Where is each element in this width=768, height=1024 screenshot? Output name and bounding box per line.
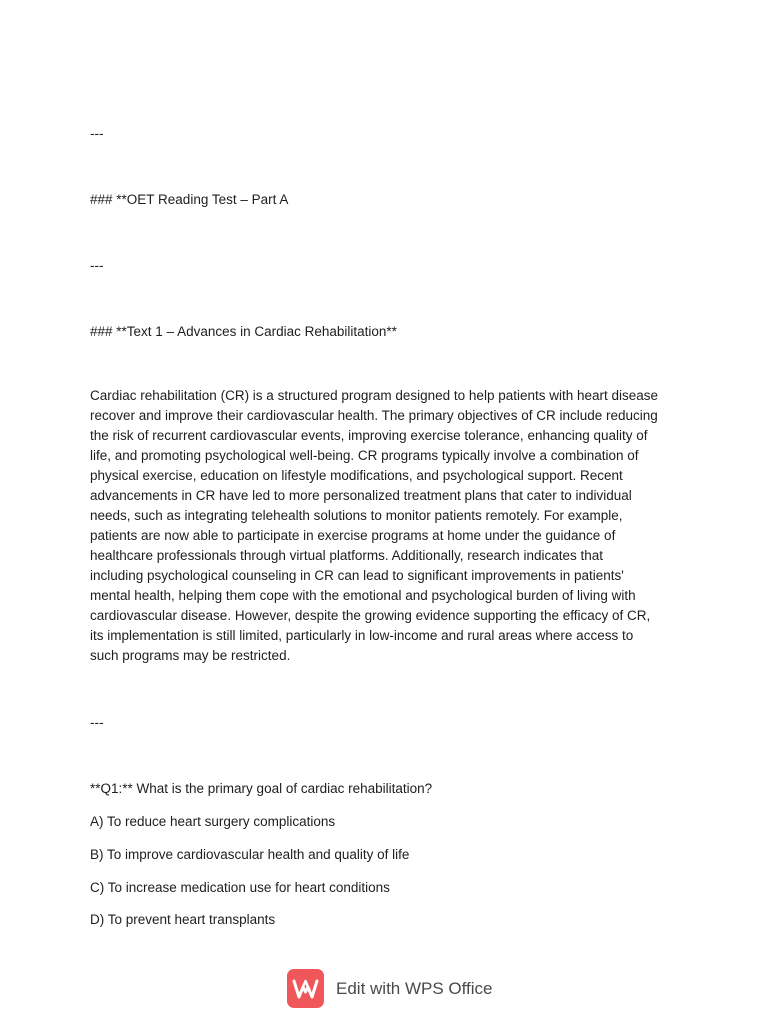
paragraph-line: healthcare professionals through virtual platforms. Additionally, research indicates that — [90, 548, 604, 563]
paragraph-line: patients are now able to participate in exercise programs at home under the guidance of — [90, 528, 616, 543]
paragraph-line: advancements in CR have led to more personalized treatment plans that cater to individual — [90, 488, 632, 503]
option-c: C) To increase medication use for heart conditions — [90, 880, 390, 895]
paragraph-line: the risk of recurrent cardiovascular events, improving exercise tolerance, enhancing quality of — [90, 428, 648, 443]
option-d: D) To prevent heart transplants — [90, 912, 276, 927]
paragraph-line: such programs may be restricted. — [90, 648, 291, 663]
paragraph-line: mental health, helping them cope with the emotional and psychological burden of living with — [90, 588, 636, 603]
wps-logo-icon — [287, 969, 324, 1008]
heading-oet-reading-test: ### **OET Reading Test – Part A — [90, 192, 289, 207]
heading-text-1: ### **Text 1 – Advances in Cardiac Rehabilitation** — [90, 324, 397, 339]
paragraph-line: cardiovascular disease. However, despite the growing evidence supporting the efficacy of CR, — [90, 608, 651, 623]
separator: --- — [90, 126, 104, 141]
paragraph-line: recover and improve their cardiovascular health. The primary objectives of CR include reducing — [90, 408, 658, 423]
separator: --- — [90, 258, 104, 273]
paragraph-line: including psychological counseling in CR can lead to significant improvements in patients' — [90, 568, 624, 583]
paragraph-line: life, and promoting psychological well-being. CR programs typically involve a combination of — [90, 448, 639, 463]
separator: --- — [90, 715, 104, 730]
option-a: A) To reduce heart surgery complications — [90, 814, 336, 829]
paragraph-line: needs, such as integrating telehealth solutions to monitor patients remotely. For example, — [90, 508, 623, 523]
wps-watermark-label: Edit with WPS Office — [336, 978, 493, 998]
paragraph-line: Cardiac rehabilitation (CR) is a structured program designed to help patients with heart disease — [90, 388, 659, 403]
paragraph-line: physical exercise, education on lifestyle modifications, and psychological support. Recent — [90, 468, 623, 483]
paragraph-line: its implementation is still limited, particularly in low-income and rural areas where access to — [90, 628, 634, 643]
question-q1: **Q1:** What is the primary goal of cardiac rehabilitation? — [90, 781, 433, 796]
edit-with-wps-office-link[interactable] — [287, 969, 493, 1008]
paragraph-cardiac-rehabilitation — [90, 386, 690, 666]
option-b: B) To improve cardiovascular health and quality of life — [90, 847, 410, 862]
